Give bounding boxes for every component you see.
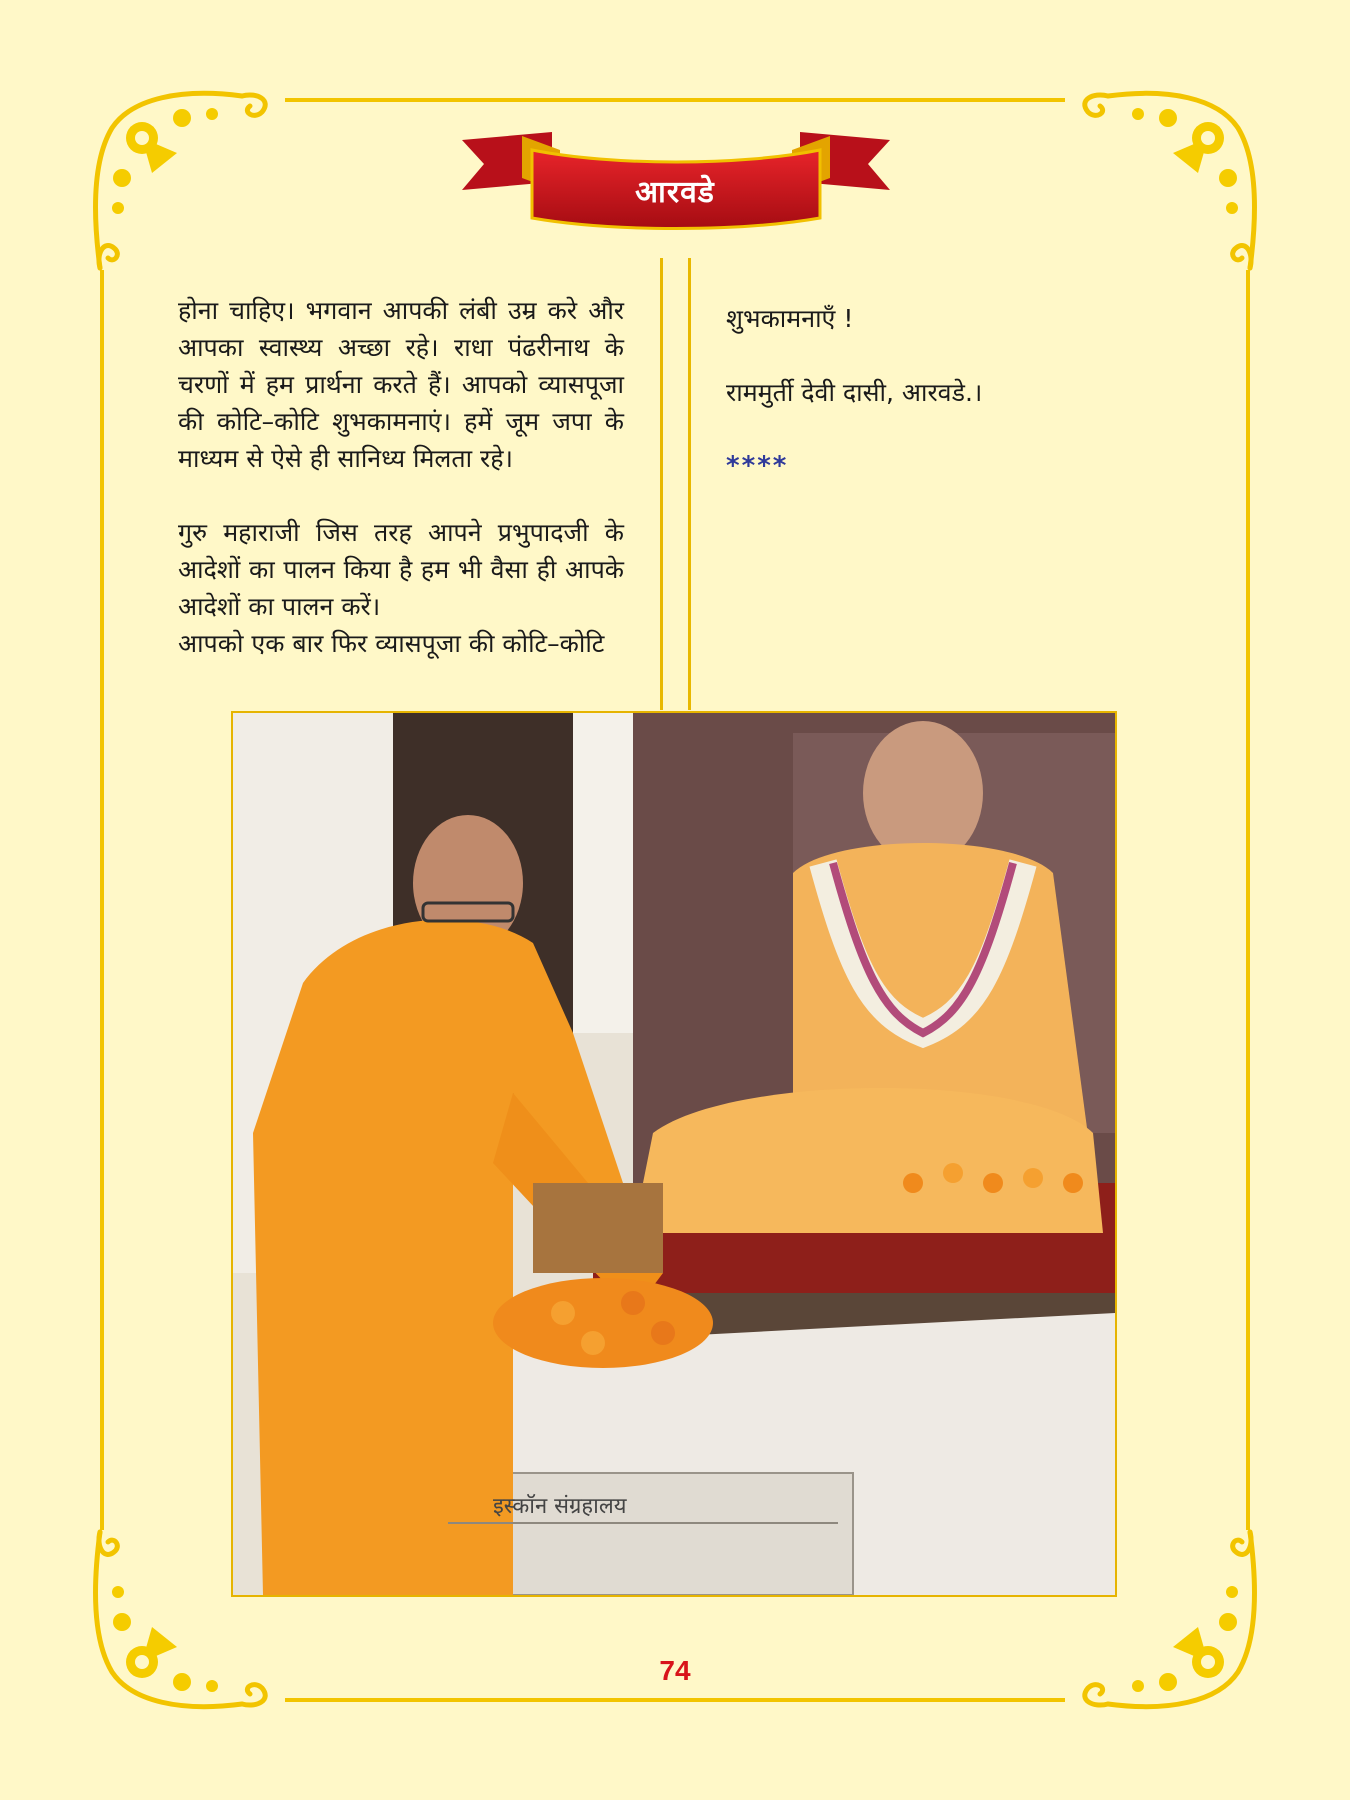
frame-bottom-line — [285, 1698, 1065, 1702]
page-title: आरवडे — [635, 175, 715, 210]
stars-separator: **** — [726, 451, 789, 481]
right-text-column — [726, 300, 1196, 522]
greeting-text: शुभकामनाएँ ! — [726, 304, 854, 333]
frame-left-line — [100, 270, 104, 1530]
signature-text: राममुर्ती देवी दासी, आरवडे.। — [726, 378, 983, 407]
column-divider-right — [688, 258, 691, 710]
corner-ornament-icon — [1068, 78, 1268, 278]
plaque-text: इस्कॉन संग्रहालय — [493, 1494, 627, 1519]
page-number: 74 — [659, 1655, 691, 1686]
paragraph: गुरु महाराजी जिस तरह आपने प्रभुपादजी के आदेशों का पालन किया है हम भी वैसा ही आपके आदेशों का पालन करें। — [178, 518, 624, 621]
photo — [231, 711, 1117, 1597]
frame-right-line — [1246, 270, 1250, 1530]
column-divider-left — [660, 258, 663, 710]
temple-photo-illustration — [233, 713, 1115, 1595]
corner-ornament-icon — [82, 78, 282, 278]
frame-top-line — [285, 98, 1065, 102]
paragraph: होना चाहिए। भगवान आपकी लंबी उम्र करे और आपका स्वास्थ्य अच्छा रहे। राधा पंढरीनाथ के चरणों में हम प्रार्थना करते हैं। आपको व्यासपूजा की कोटि–कोटि शुभकामनाएं। हमें जूम जपा के माध्यम से ऐसे ही सानिध्य मिलता रहे। — [178, 296, 624, 473]
paragraph: आपको एक बार फिर व्यासपूजा की कोटि–कोटि — [178, 629, 605, 658]
left-text-column — [178, 292, 624, 662]
